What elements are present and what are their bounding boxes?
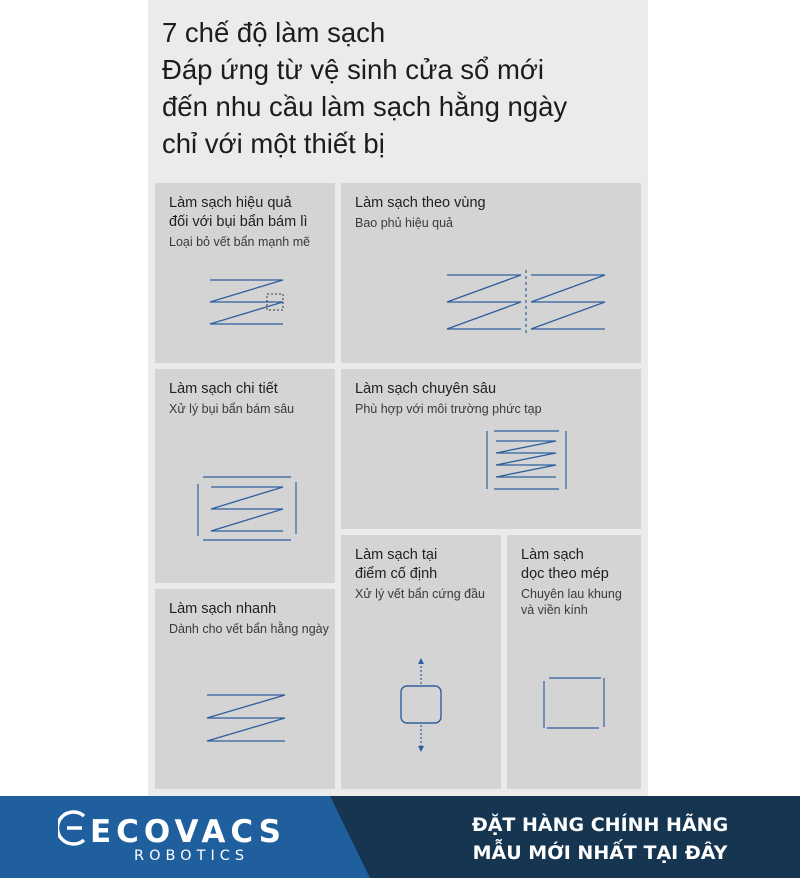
- headline-line-3: đến nhu cầu làm sạch hằng ngày: [162, 91, 568, 122]
- deep-clean-icon: [484, 427, 569, 493]
- headline: [162, 14, 642, 162]
- mode-subtitle: Phù hợp với môi trường phức tạp: [355, 402, 542, 416]
- zigzag-spot-icon: [205, 278, 295, 338]
- edge-clean-icon: [541, 675, 607, 731]
- mode-subtitle: Xử lý bụi bẩn bám sâu: [169, 402, 295, 416]
- mode-subtitle: Loại bỏ vết bẩn mạnh mẽ: [169, 235, 311, 249]
- mode-card-deep: [341, 369, 641, 529]
- mode-title: Làm sạch theo vùng: [355, 195, 486, 211]
- cta-line-1[interactable]: ĐẶT HÀNG CHÍNH HÃNG: [471, 814, 729, 836]
- product-infographic: [148, 0, 648, 796]
- headline-line-1: 7 chế độ làm sạch: [162, 17, 386, 48]
- zigzag-zones-icon: [441, 270, 611, 335]
- ecovacs-logo-icon: [58, 808, 90, 848]
- mode-card-zone: [341, 183, 641, 363]
- mode-card-efficient: [155, 183, 335, 363]
- mode-title: Làm sạch nhanh: [169, 601, 277, 617]
- mode-card-quick: [155, 589, 335, 789]
- mode-subtitle: Dành cho vết bẩn hằng ngày: [169, 622, 329, 636]
- mode-title: Làm sạch dọc theo mép: [521, 547, 609, 582]
- fixed-point-icon: [396, 657, 446, 753]
- headline-line-4: chỉ với một thiết bị: [162, 128, 385, 159]
- mode-title: Làm sạch chi tiết: [169, 381, 278, 397]
- brand-subtitle: ROBOTICS: [134, 848, 250, 864]
- zigzag-quick-icon: [203, 689, 293, 749]
- mode-card-detail: [155, 369, 335, 583]
- mode-card-edge: [507, 535, 641, 789]
- headline-line-2: Đáp ứng từ vệ sinh cửa sổ mới: [162, 54, 545, 85]
- zigzag-frame-icon: [195, 474, 300, 544]
- brand-name: ECOVACS: [90, 814, 286, 850]
- mode-title: Làm sạch hiệu quả đối với bụi bẩn bám lì: [169, 195, 308, 230]
- mode-title: Làm sạch chuyên sâu: [355, 381, 497, 397]
- mode-card-fixed-point: [341, 535, 501, 789]
- mode-subtitle: Xử lý vết bẩn cứng đầu: [355, 587, 486, 601]
- order-cta-panel[interactable]: [330, 796, 800, 878]
- cta-line-2[interactable]: MẪU MỚI NHẤT TẠI ĐÂY: [472, 842, 728, 864]
- mode-title: Làm sạch tại điểm cố định: [355, 547, 438, 582]
- mode-subtitle: Chuyên lau khung và viền kính: [521, 587, 622, 617]
- mode-subtitle: Bao phủ hiệu quả: [355, 216, 454, 230]
